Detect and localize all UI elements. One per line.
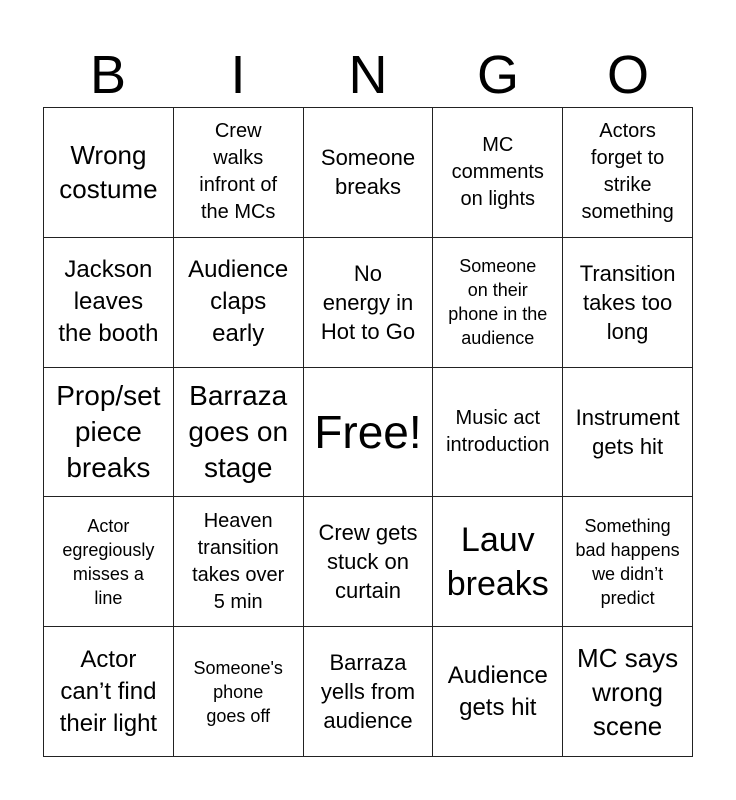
bingo-cell[interactable]: Someone on their phone in the audience <box>433 238 563 368</box>
free-space[interactable]: Free! <box>304 368 434 498</box>
bingo-cell[interactable]: Crew walks infront of the MCs <box>174 108 304 238</box>
bingo-cell[interactable]: Actor can’t find their light <box>44 627 174 757</box>
bingo-cell[interactable]: Audience claps early <box>174 238 304 368</box>
bingo-cell[interactable]: Lauv breaks <box>433 497 563 627</box>
bingo-cell[interactable]: Actor egregiously misses a line <box>44 497 174 627</box>
bingo-board <box>43 107 693 757</box>
bingo-cell[interactable]: Prop/set piece breaks <box>44 368 174 498</box>
header-letter-o: O <box>606 45 649 105</box>
bingo-cell[interactable]: Heaven transition takes over 5 min <box>174 497 304 627</box>
bingo-cell[interactable]: Audience gets hit <box>433 627 563 757</box>
bingo-cell[interactable]: Someone breaks <box>304 108 434 238</box>
header-letter-b: B <box>89 45 127 105</box>
bingo-cell[interactable]: No energy in Hot to Go <box>304 238 434 368</box>
bingo-cell[interactable]: Transition takes too long <box>563 238 693 368</box>
bingo-header <box>43 44 693 106</box>
bingo-cell[interactable]: Instrument gets hit <box>563 368 693 498</box>
bingo-cell[interactable]: MC says wrong scene <box>563 627 693 757</box>
bingo-cell[interactable]: Something bad happens we didn’t predict <box>563 497 693 627</box>
header-letter-i: I <box>230 45 246 105</box>
bingo-cell[interactable]: Music act introduction <box>433 368 563 498</box>
bingo-cell[interactable]: Jackson leaves the booth <box>44 238 174 368</box>
bingo-cell[interactable]: Someone's phone goes off <box>174 627 304 757</box>
header-letter-n: N <box>348 45 388 105</box>
bingo-cell[interactable]: Barraza yells from audience <box>304 627 434 757</box>
bingo-cell[interactable]: Wrong costume <box>44 108 174 238</box>
header-letter-g: G <box>476 45 519 105</box>
bingo-cell[interactable]: Crew gets stuck on curtain <box>304 497 434 627</box>
bingo-cell[interactable]: MC comments on lights <box>433 108 563 238</box>
bingo-cell[interactable]: Actors forget to strike something <box>563 108 693 238</box>
bingo-cell[interactable]: Barraza goes on stage <box>174 368 304 498</box>
